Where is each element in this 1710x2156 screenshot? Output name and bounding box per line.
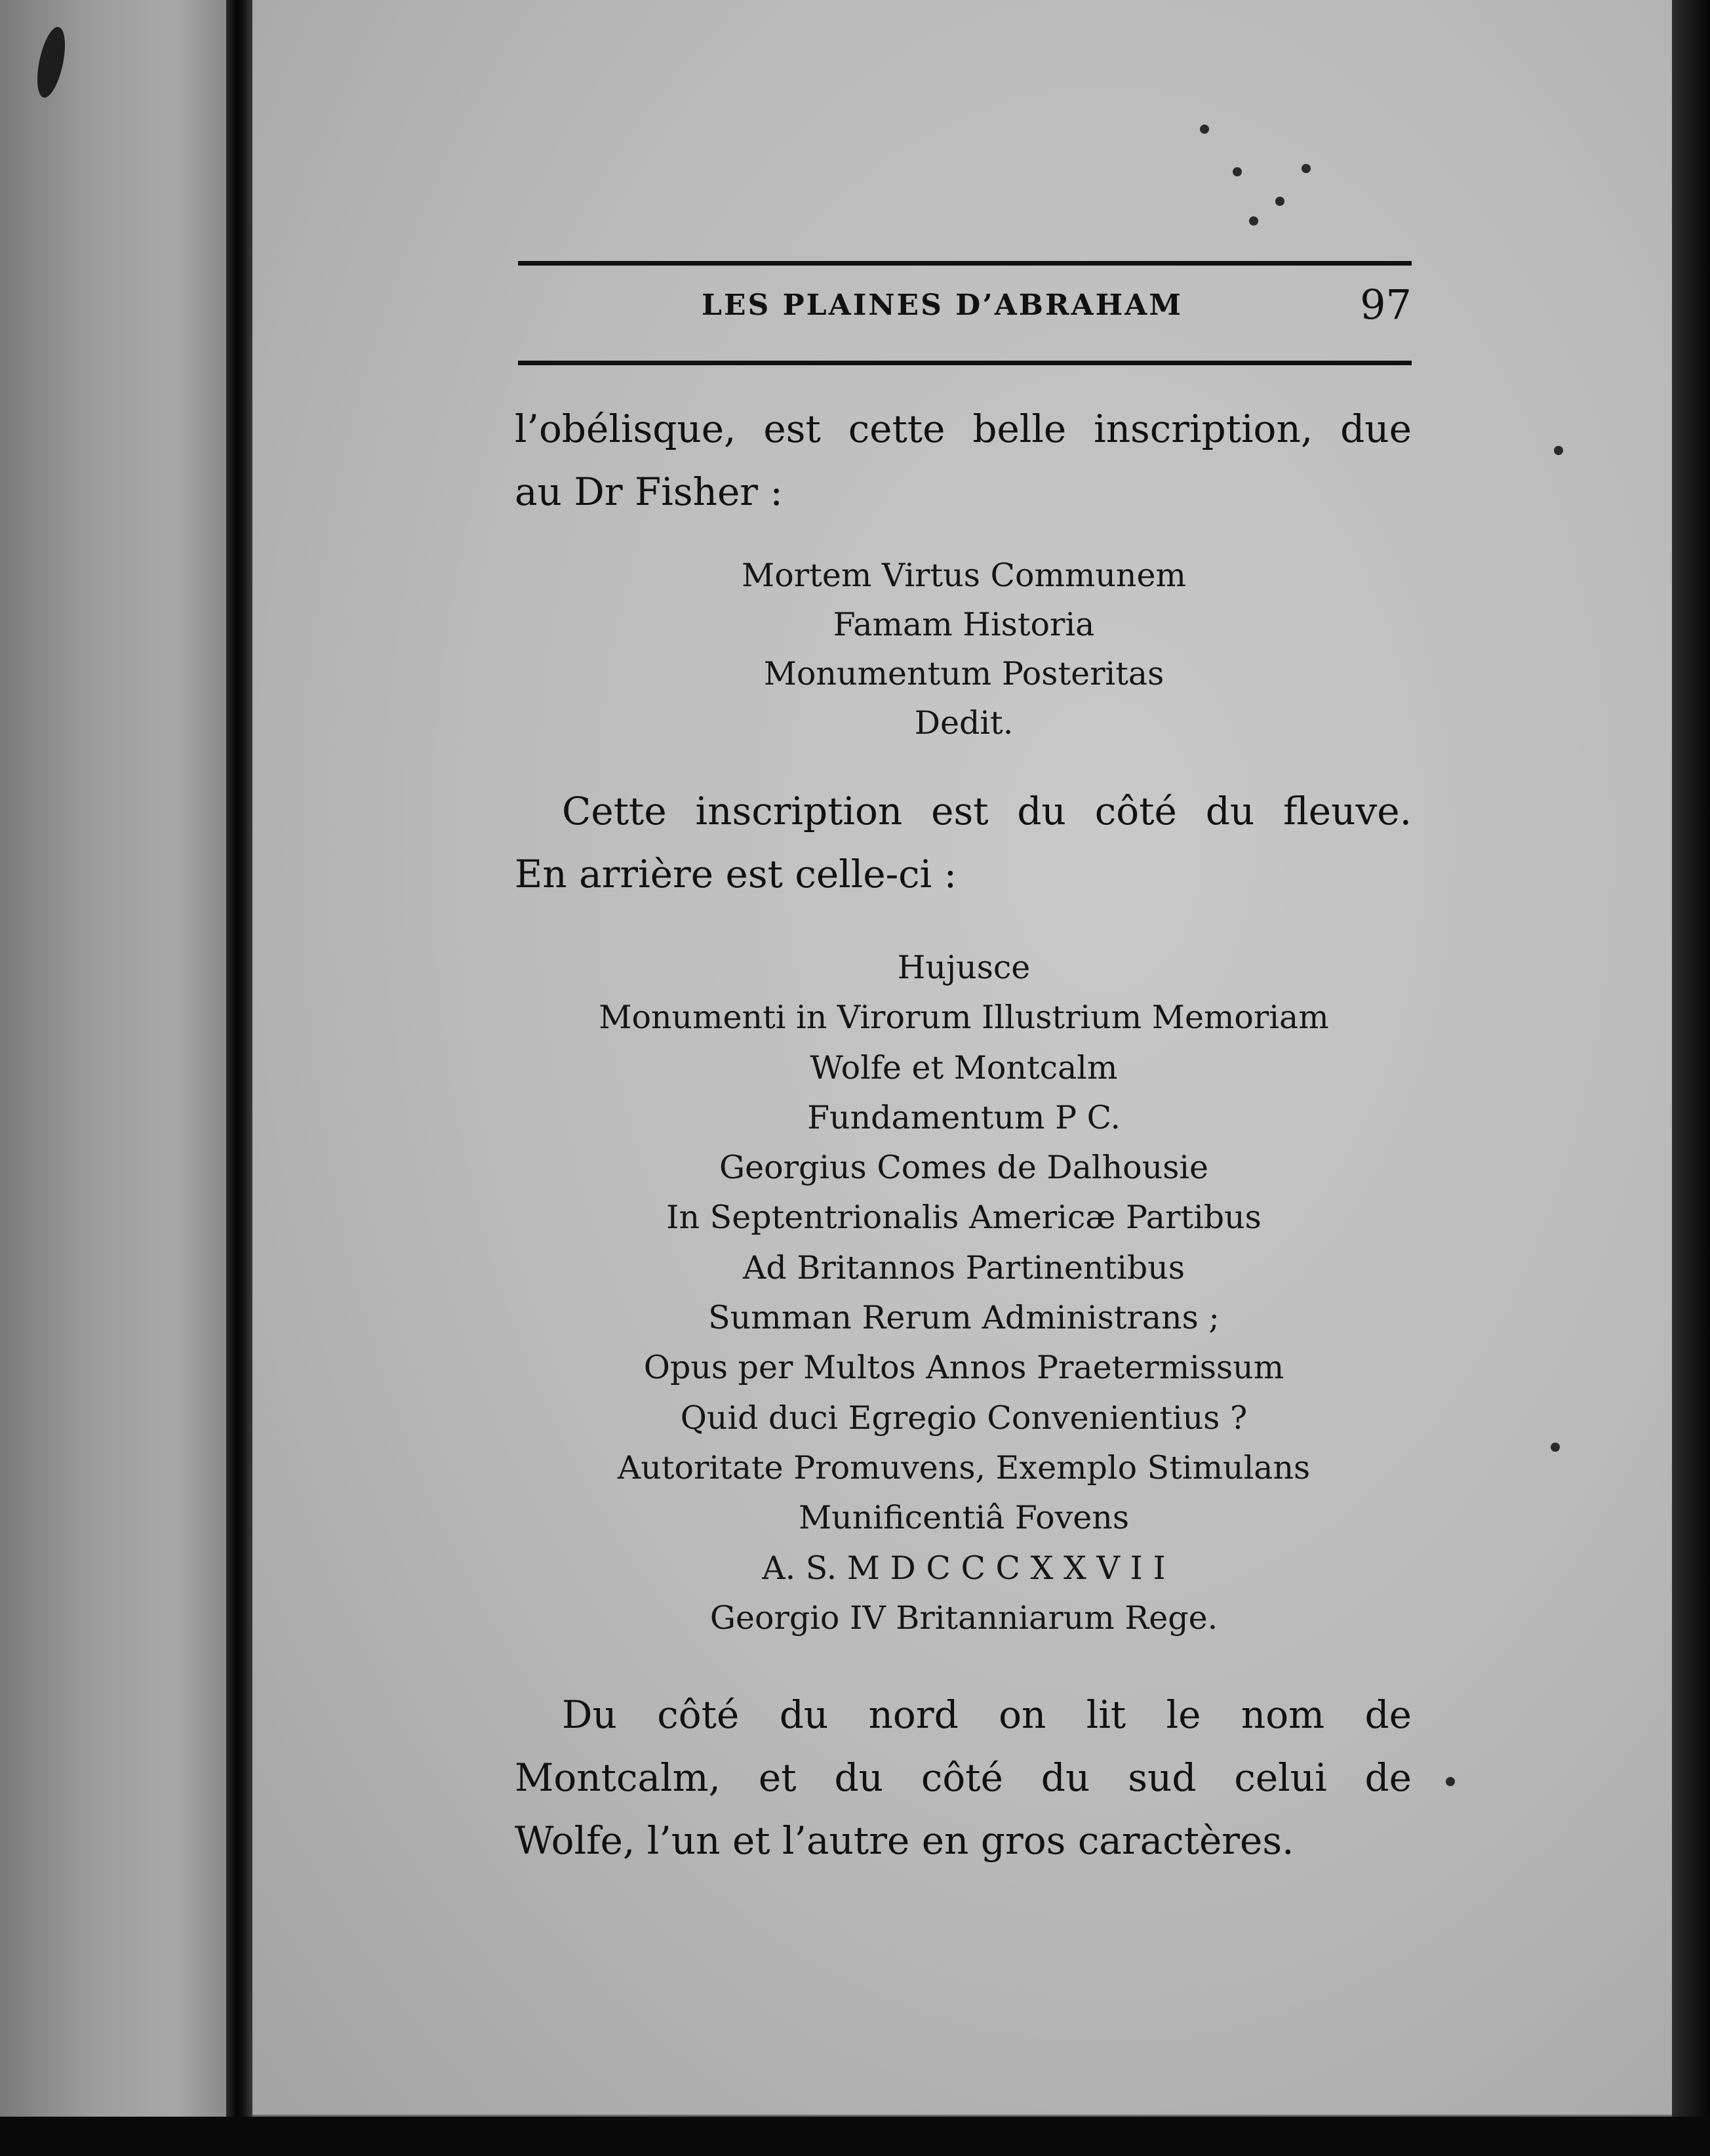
- inscription-fisher: [498, 551, 1429, 748]
- inscription-line: Wolfe et Montcalm: [810, 1048, 1118, 1087]
- print-speck: [1554, 446, 1563, 455]
- inscription-line: Monumentum Posteritas: [763, 655, 1164, 692]
- bottom-border: [0, 2117, 1710, 2156]
- inscription-line: Georgio IV Britanniarum Rege.: [709, 1599, 1218, 1637]
- text-line: l’obélisque, est cette belle inscription, due: [515, 407, 1412, 451]
- print-speck: [1551, 1443, 1560, 1452]
- inscription-line: Quid duci Egregio Convenientius ?: [680, 1399, 1248, 1437]
- print-speck: [1249, 216, 1258, 226]
- text-line: Wolfe, l’un et l’autre en gros caractères.: [515, 1818, 1294, 1863]
- inscription-line: Munificentiâ Fovens: [799, 1499, 1129, 1537]
- text-line: au Dr Fisher :: [515, 469, 783, 514]
- inscription-line: Autoritate Promuvens, Exemplo Stimulans: [617, 1448, 1311, 1487]
- inscription-line: Opus per Multos Annos Praetermissum: [643, 1349, 1284, 1387]
- inscription-line: A. S. M D C C C X X V I I: [762, 1549, 1166, 1587]
- inscription-line: Ad Britannos Partinentibus: [743, 1248, 1185, 1287]
- page-number: 97: [1360, 281, 1412, 329]
- inscription-line: Georgius Comes de Dalhousie: [719, 1149, 1209, 1187]
- middle-paragraph: [515, 780, 1412, 906]
- intro-paragraph: [515, 397, 1412, 523]
- inscription-monument: [498, 943, 1429, 1643]
- header-rule-bottom: [518, 361, 1412, 365]
- text-line: Du côté du nord on lit le nom de: [562, 1692, 1412, 1737]
- print-speck: [1275, 197, 1284, 206]
- print-speck: [1200, 125, 1209, 134]
- print-speck: [1233, 167, 1242, 176]
- text-line: Montcalm, et du côté du sud celui de: [515, 1755, 1412, 1800]
- header-rule-top: [518, 261, 1412, 266]
- inscription-line: In Septentrionalis Americæ Partibus: [666, 1199, 1262, 1237]
- book-spine: [226, 0, 252, 2156]
- text-line: Cette inscription est du côté du fleuve.: [562, 789, 1412, 833]
- text-line: En arrière est celle-ci :: [515, 852, 957, 896]
- print-speck: [1446, 1777, 1455, 1786]
- inscription-line: Famam Historia: [833, 606, 1095, 643]
- right-border: [1672, 0, 1710, 2156]
- facing-page-edge: [0, 0, 233, 2118]
- inscription-line: Monumenti in Virorum Illustrium Memoriam: [599, 999, 1329, 1037]
- running-title: LES PLAINES D’ABRAHAM: [702, 289, 1183, 322]
- closing-paragraph: [515, 1683, 1412, 1872]
- inscription-line: Hujusce: [897, 949, 1031, 986]
- inscription-line: Mortem Virtus Communem: [742, 557, 1186, 594]
- inscription-line: Summan Rerum Administrans ;: [708, 1299, 1220, 1337]
- inscription-line: Dedit.: [914, 704, 1014, 742]
- print-speck: [1302, 164, 1311, 173]
- inscription-line: Fundamentum P C.: [807, 1098, 1121, 1136]
